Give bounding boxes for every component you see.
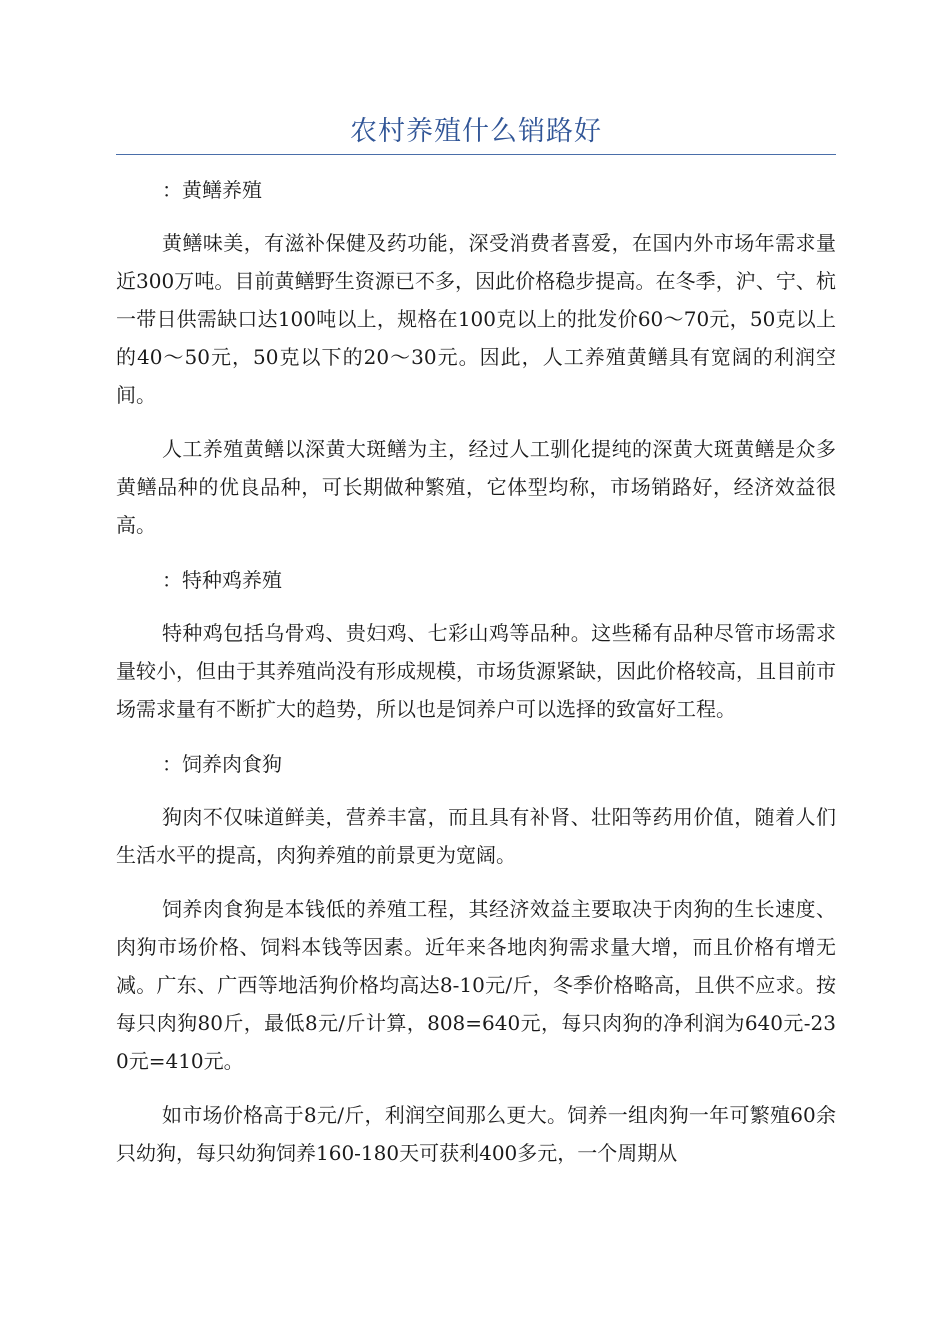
title-underline [116, 154, 836, 155]
body-paragraph: 黄鳝味美，有滋补保健及药功能，深受消费者喜爱，在国内外市场年需求量近300万吨。目前黄鳝野生资源已不多，因此价格稳步提高。在冬季，沪、宁、杭一带日供需缺口达100吨以上，规格在100克以上的批发价60～70元，50克以上的40～50元，50克以下的20～30元。因此，人工养殖黄鳝具有宽阔的利润空间。 [116, 231, 836, 407]
body-paragraph: 人工养殖黄鳝以深黄大斑鳝为主，经过人工驯化提纯的深黄大斑黄鳝是众多黄鳝品种的优良品种，可长期做种繁殖，它体型均称，市场销路好，经济效益很高。 [116, 437, 836, 537]
body-paragraph: 狗肉不仅味道鲜美，营养丰富，而且具有补肾、壮阳等药用价值，随着人们生活水平的提高，肉狗养殖的前景更为宽阔。 [116, 805, 836, 867]
body-paragraph: 饲养肉食狗是本钱低的养殖工程，其经济效益主要取决于肉狗的生长速度、肉狗市场价格、饲料本钱等因素。近年来各地肉狗需求量大增，而且价格有增无减。广东、广西等地活狗价格均高达8-10元/斤，冬季价格略高，且供不应求。按每只肉狗80斤，最低8元/斤计算，808=640元，每只肉狗的净利润为640元-230元=410元。 [116, 897, 836, 1073]
document-title: 农村养殖什么销路好 [350, 116, 602, 147]
document-body [116, 170, 836, 1188]
body-paragraph: 如市场价格高于8元/斤，利润空间那么更大。饲养一组肉狗一年可繁殖60余只幼狗，每只幼狗饲养160-180天可获利400多元，一个周期从 [116, 1103, 836, 1165]
section-heading: ：黄鳝养殖 [162, 178, 262, 202]
section-heading: ：饲养肉食狗 [162, 752, 282, 776]
body-paragraph: 特种鸡包括乌骨鸡、贵妇鸡、七彩山鸡等品种。这些稀有品种尽管市场需求量较小，但由于其养殖尚没有形成规模，市场货源紧缺，因此价格较高，且目前市场需求量有不断扩大的趋势，所以也是饲养户可以选择的致富好工程。 [116, 621, 836, 721]
section-heading: ：特种鸡养殖 [162, 568, 282, 592]
